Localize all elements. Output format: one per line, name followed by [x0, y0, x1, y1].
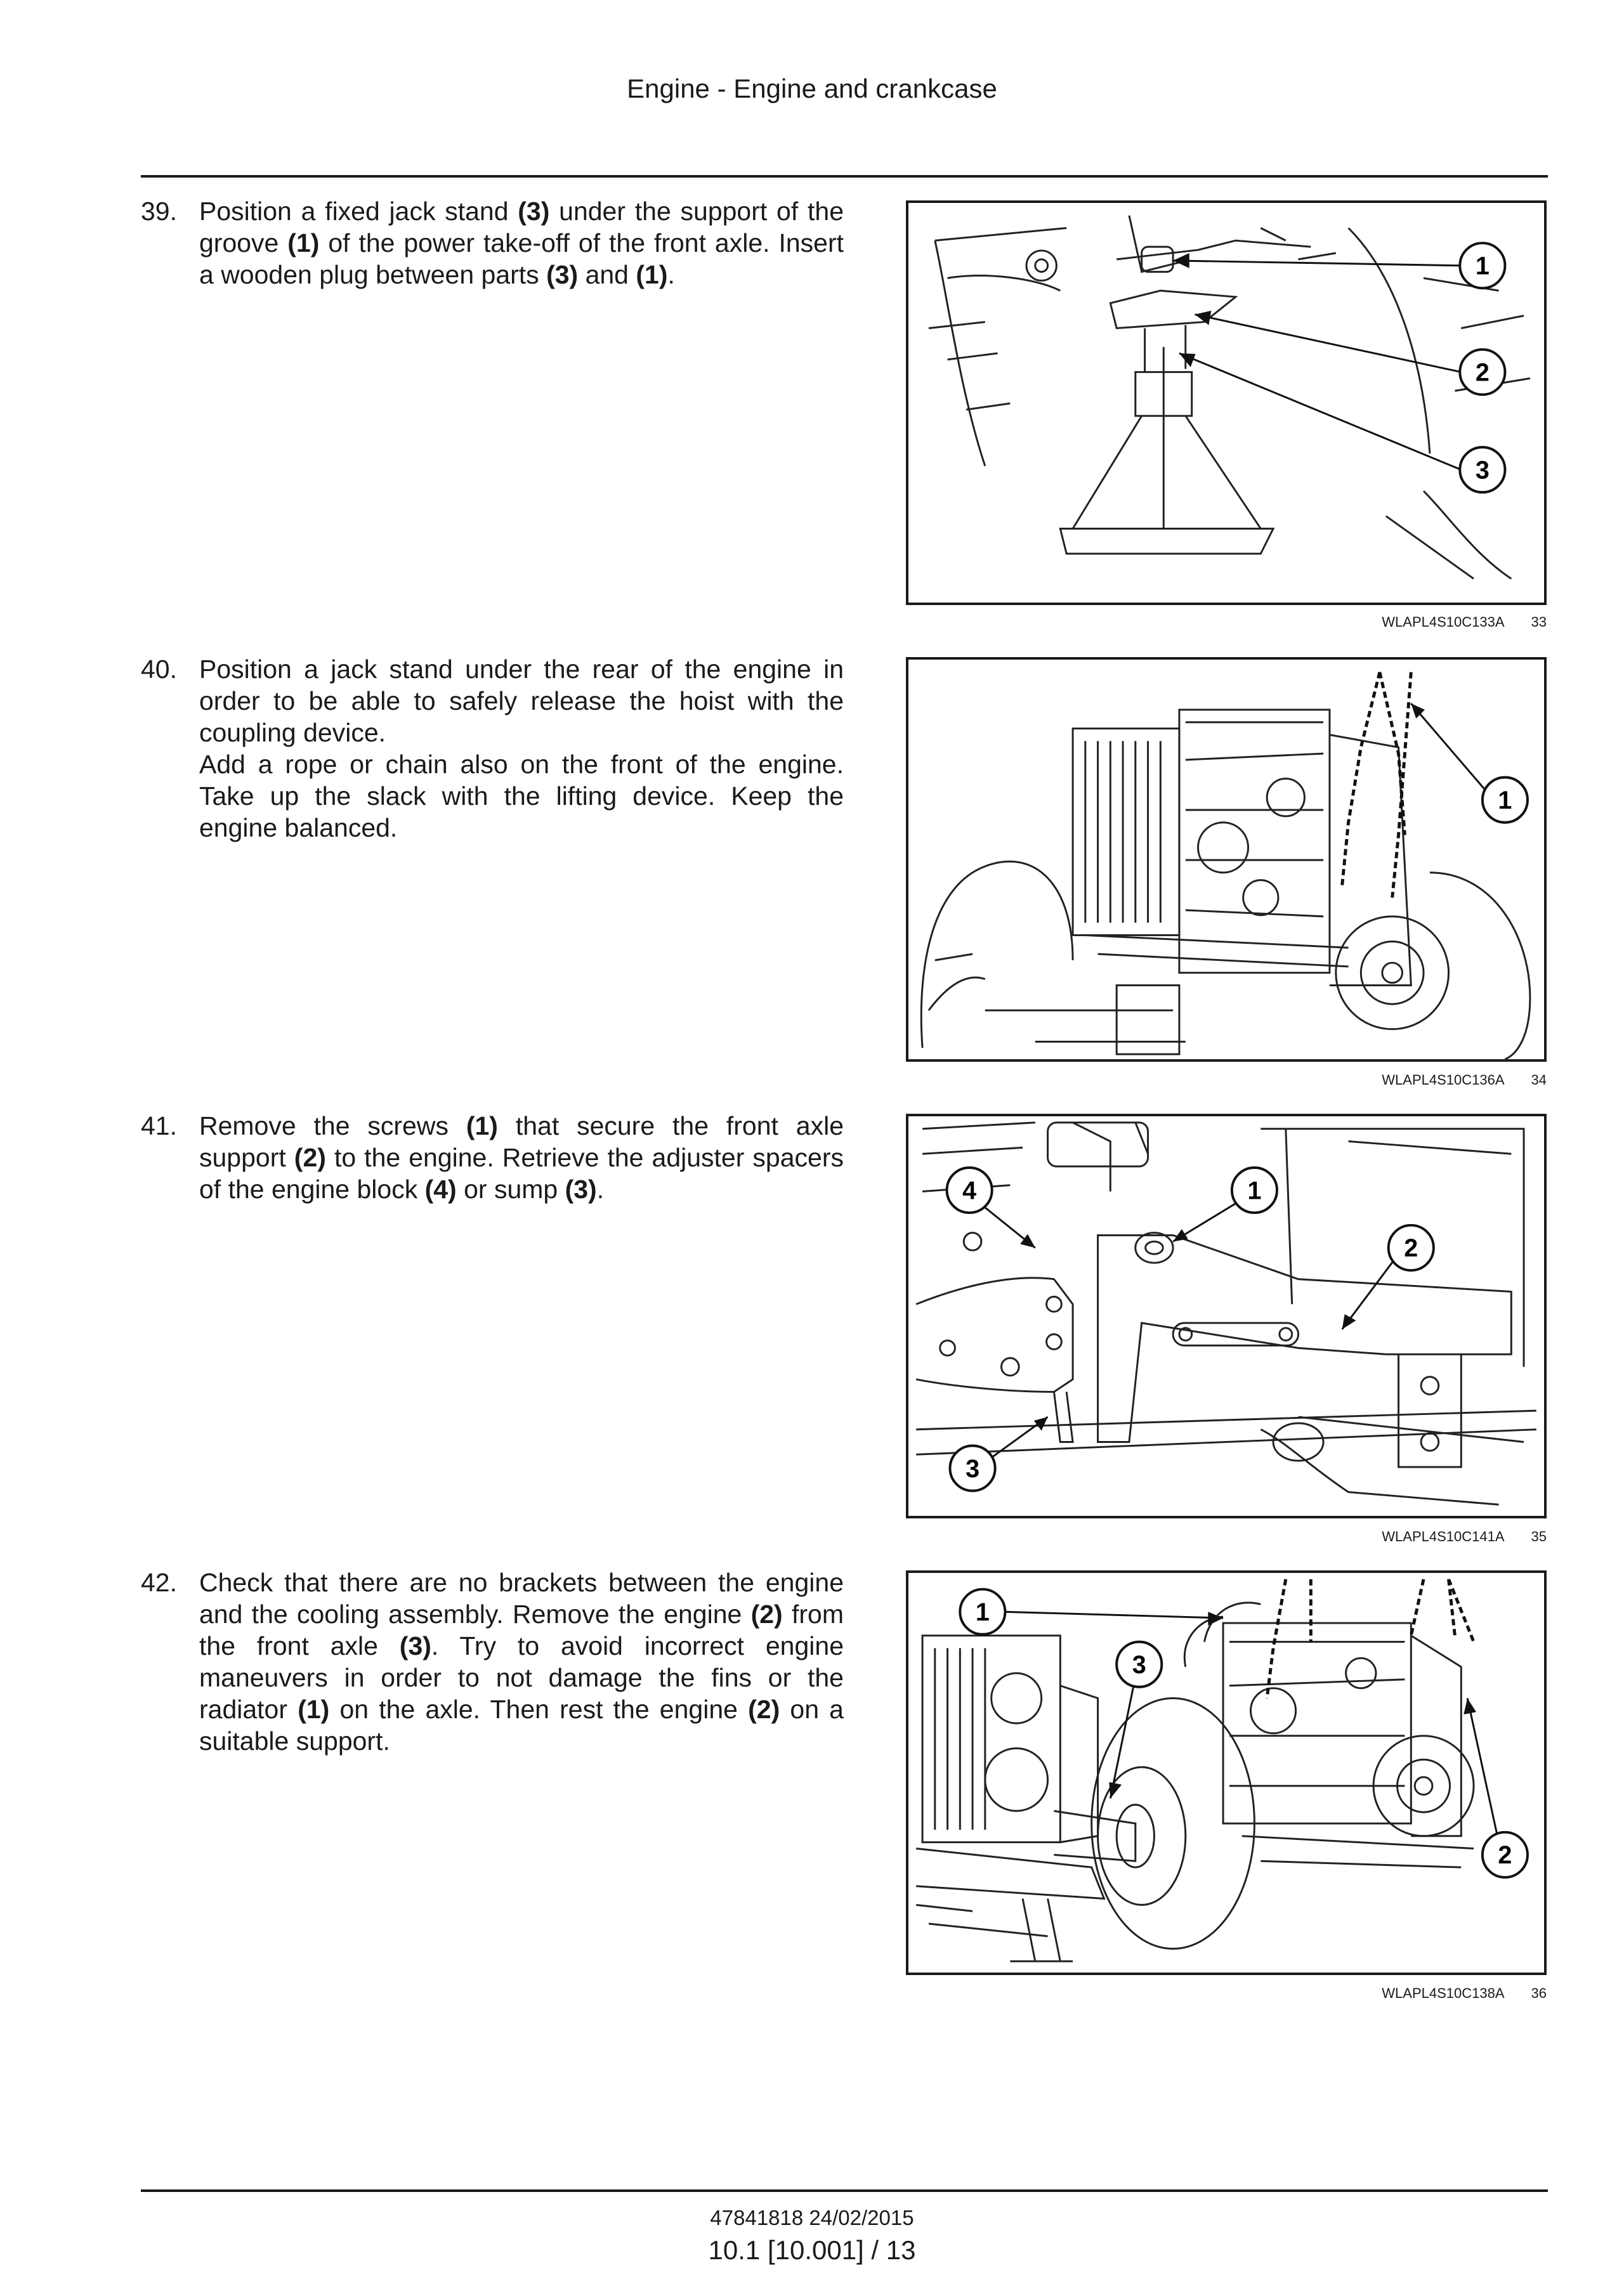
step-text: Remove the screws (1) that secure the front axle support (2) to the engine. Retrieve the adjuster spacers of the engine block (4) or sump (3). [199, 1111, 844, 1204]
callout-label: 2 [1404, 1234, 1418, 1263]
step-number: 40. [141, 655, 177, 684]
step-number: 41. [141, 1111, 177, 1140]
footer-rule [141, 2189, 1548, 2192]
figure-ref: WLAPL4S10C136A [1382, 1072, 1505, 1088]
engine-removal-illustration [908, 1573, 1544, 1973]
jack-stand-illustration [908, 203, 1544, 603]
figure-caption-34 [906, 1072, 1547, 1088]
step-41 [141, 1110, 845, 1211]
step-text: Position a fixed jack stand (3) under the support of the groove (1) of the power take-off of the front axle. Insert a wooden plug between parts (3) and (1). [199, 197, 844, 289]
figure-36-engine-removal [906, 1570, 1547, 1975]
figure-35-axle-support [906, 1114, 1547, 1518]
step-text: Check that there are no brackets between the engine and the cooling assembly. Remove the engine (2) from the front axle (3). Try to avoid incorrect engine maneuvers in order to not damage the fins or the radiator (1) on the axle. Then rest the engine (2) on a suitable support. [199, 1568, 844, 1756]
header-rule [141, 175, 1548, 178]
callout-label: 3 [966, 1454, 980, 1483]
callout-label: 3 [1132, 1650, 1146, 1679]
step-42 [141, 1567, 845, 1757]
step-text: Position a jack stand under the rear of the engine in order to be able to safely release the hoist with the coupling device. Add a rope or chain also on the front of the engine. Take up the slack with the lifting device. Keep the engine balanced. [199, 655, 844, 842]
figure-34-engine-chain [906, 657, 1547, 1062]
figure-number: 33 [1531, 614, 1547, 630]
callout-label: 4 [962, 1177, 977, 1205]
figure-ref: WLAPL4S10C133A [1382, 614, 1505, 630]
figure-number: 36 [1531, 1985, 1547, 2001]
figure-ref: WLAPL4S10C141A [1382, 1529, 1505, 1544]
footer-page-reference: 10.1 [10.001] / 13 [708, 2235, 916, 2265]
figure-caption-35 [906, 1529, 1547, 1545]
step-number: 39. [141, 197, 177, 226]
axle-support-illustration [908, 1116, 1544, 1516]
step-40 [141, 653, 845, 842]
callout-label: 1 [1498, 786, 1512, 815]
footer-document-id: 47841818 24/02/2015 [710, 2206, 914, 2229]
callout-label: 3 [1475, 456, 1490, 485]
engine-chain-illustration [908, 660, 1544, 1059]
step-number: 42. [141, 1568, 177, 1597]
callout-label: 2 [1498, 1841, 1512, 1870]
figure-ref: WLAPL4S10C138A [1382, 1985, 1505, 2001]
figure-33-jack-stand [906, 200, 1547, 605]
figure-caption-36 [906, 1985, 1547, 2002]
page-header-title: Engine - Engine and crankcase [627, 74, 997, 103]
callout-label: 2 [1475, 358, 1490, 387]
callout-label: 1 [1247, 1177, 1262, 1205]
figure-number: 34 [1531, 1072, 1547, 1088]
callout-label: 1 [975, 1598, 990, 1627]
callout-label: 1 [1475, 252, 1490, 280]
figure-number: 35 [1531, 1529, 1547, 1544]
figure-caption-33 [906, 614, 1547, 630]
step-39 [141, 195, 845, 297]
